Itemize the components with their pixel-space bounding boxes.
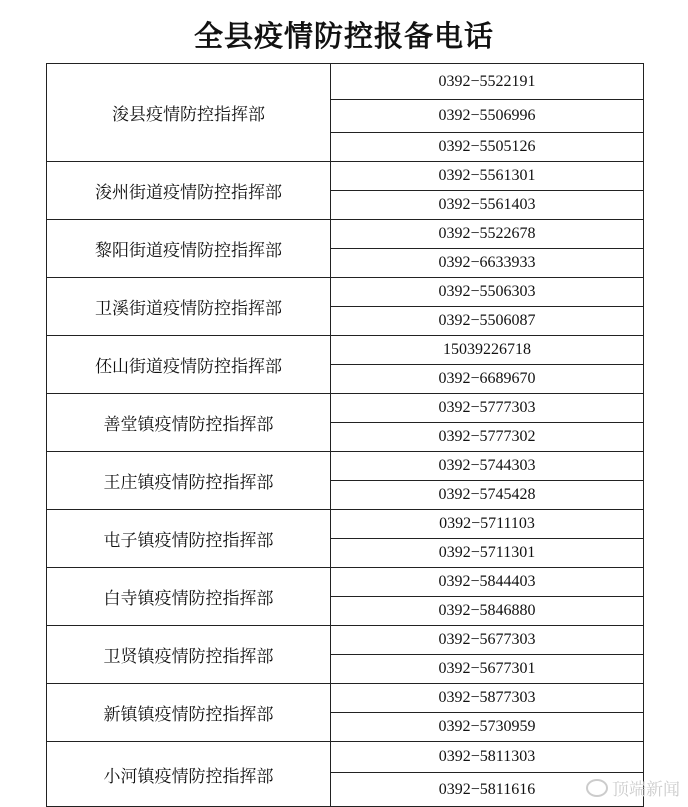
table-row-group bbox=[47, 278, 643, 336]
phone-number: 0392−5711301 bbox=[438, 543, 536, 561]
phone-number: 0392−5561301 bbox=[331, 162, 643, 191]
phone-number: 0392−5877303 bbox=[331, 684, 643, 713]
table-row-group bbox=[47, 336, 643, 394]
phone-number: 0392−5506996 bbox=[331, 100, 643, 133]
table-row-group bbox=[47, 162, 643, 220]
phone-number: 0392−5844403 bbox=[331, 568, 643, 597]
phone-number: 0392−5744303 bbox=[331, 452, 643, 481]
phone-table bbox=[46, 63, 644, 807]
phone-number: 0392−5777302 bbox=[438, 427, 536, 445]
command-name: 浚州街道疫情防控指挥部 bbox=[47, 162, 331, 219]
table-row-group bbox=[47, 220, 643, 278]
command-name: 王庄镇疫情防控指挥部 bbox=[47, 452, 331, 509]
phone-number: 0392−5522678 bbox=[331, 220, 643, 249]
command-name: 卫溪街道疫情防控指挥部 bbox=[47, 278, 331, 335]
phone-number: 0392−6633933 bbox=[438, 253, 536, 271]
phone-number: 0392−5745428 bbox=[438, 485, 536, 503]
phone-number: 0392−5711103 bbox=[331, 510, 643, 539]
command-name: 浚县疫情防控指挥部 bbox=[47, 64, 331, 161]
table-row-group bbox=[47, 452, 643, 510]
phone-number: 0392−5777303 bbox=[331, 394, 643, 423]
table-row-group bbox=[47, 742, 643, 807]
phone-number: 0392−5846880 bbox=[438, 601, 536, 619]
phone-number: 0392−5506303 bbox=[331, 278, 643, 307]
command-name: 小河镇疫情防控指挥部 bbox=[47, 742, 331, 806]
command-name: 屯子镇疫情防控指挥部 bbox=[47, 510, 331, 567]
page-title: 全县疫情防控报备电话 bbox=[193, 19, 494, 53]
phone-number: 0392−5505126 bbox=[438, 138, 536, 155]
phone-number: 0392−6689670 bbox=[438, 369, 536, 387]
weibo-icon bbox=[586, 779, 608, 797]
phone-number: 0392−5522191 bbox=[331, 64, 643, 100]
watermark-text: 顶端新闻 bbox=[612, 780, 680, 800]
command-name: 善堂镇疫情防控指挥部 bbox=[47, 394, 331, 451]
command-name: 伾山街道疫情防控指挥部 bbox=[47, 336, 331, 393]
command-name: 卫贤镇疫情防控指挥部 bbox=[47, 626, 331, 683]
phone-number: 0392−5677303 bbox=[331, 626, 643, 655]
table-row-group bbox=[47, 394, 643, 452]
table-row-group bbox=[47, 64, 643, 162]
table-row-group bbox=[47, 568, 643, 626]
watermark bbox=[586, 775, 680, 800]
command-name: 新镇镇疫情防控指挥部 bbox=[47, 684, 331, 741]
command-name: 黎阳街道疫情防控指挥部 bbox=[47, 220, 331, 277]
phone-number: 0392−5811616 bbox=[438, 780, 536, 798]
phone-number: 0392−5506087 bbox=[438, 311, 536, 329]
phone-number: 0392−5811303 bbox=[331, 742, 643, 773]
table-row-group bbox=[47, 684, 643, 742]
phone-number: 0392−5561403 bbox=[438, 195, 536, 213]
table-row-group bbox=[47, 510, 643, 568]
command-name: 白寺镇疫情防控指挥部 bbox=[47, 568, 331, 625]
phone-number: 15039226718 bbox=[331, 336, 643, 365]
table-row-group bbox=[47, 626, 643, 684]
phone-number: 0392−5677301 bbox=[438, 659, 536, 677]
phone-number: 0392−5730959 bbox=[438, 717, 536, 735]
